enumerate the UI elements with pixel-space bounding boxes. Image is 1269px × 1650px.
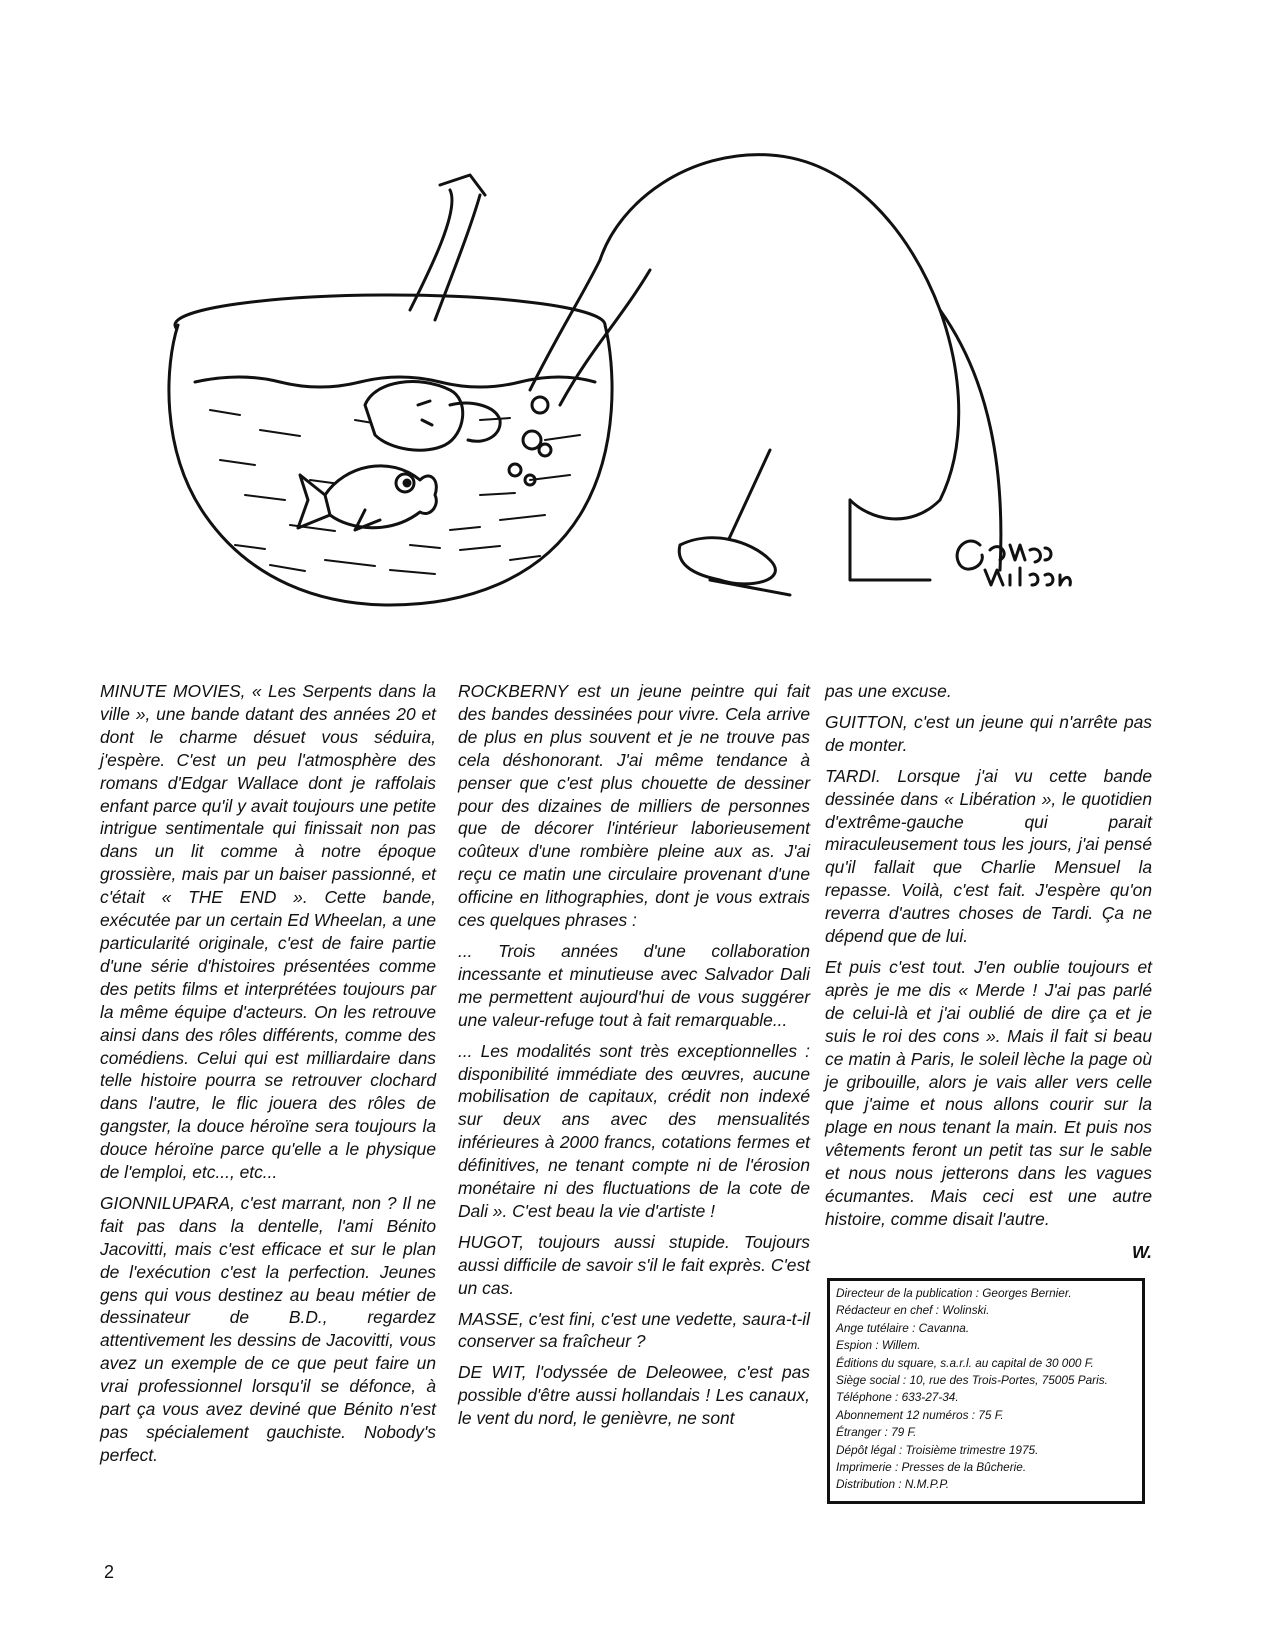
credit-line: Distribution : N.M.P.P.: [836, 1477, 949, 1492]
publication-credits-box: [827, 1278, 1145, 1504]
paragraph: GUITTON, c'est un jeune qui n'arrête pas de monter.: [825, 711, 1152, 755]
credit-line: Siège social : 10, rue des Trois-Portes, 75005 Paris.: [836, 1373, 1108, 1388]
credit-line: Ange tutélaire : Cavanna.: [836, 1320, 970, 1335]
page-number: 2: [104, 1562, 115, 1582]
paragraph: DE WIT, l'odyssée de Deleowee, c'est pas possible d'être aussi hollandais ! Les canaux, le vent du nord, le genièvre, ne sont: [458, 1362, 810, 1429]
paragraph: ... Les modalités sont très exceptionnelles : disponibilité immédiate des œuvres, aucune mobilisation de capitaux, crédit non indexé sur deux ans avec des mensualités inférieures à 2000 francs, cotations fermes et définitives, ne tenant compte ni de l'érosion monétaire ni des fluctuations de la cote de Dali ». C'est beau la vie d'artiste !: [458, 1040, 810, 1221]
author-signoff: W.: [1132, 1241, 1152, 1262]
article-column-1: [100, 680, 436, 1475]
paragraph: MINUTE MOVIES, « Les Serpents dans la ville », une bande datant des années 20 et dont le charme désuet vous séduira, j'espère. C'est un peu l'atmosphère des romans d'Edgar Wallace dont je raffolais enfant parce qu'il y avait toujours une petite intrigue sentimentale qui finissait non pas dans un lit comme à notre époque grossière, mais par un baiser passionné, et c'était « THE END ». Cette bande, exécutée par un certain Ed Wheelan, a une particularité originale, c'est de faire partie d'une série d'histoires présentées comme des petits films et interprétées toujours par la même équipe d'acteurs. On les retrouve ainsi dans des rôles différents, comme des comédiens. Celui qui est milliardaire dans telle histoire pourra se retrouver clochard dans l'autre, le flic jouera des rôles de gangster, la douce héroïne sera toujours la douce héroïne parce qu'elle a le physique de l'emploi, etc..., etc...: [100, 681, 436, 1183]
paragraph: Et puis c'est tout. J'en oublie toujours et après je me dis « Merde ! J'ai pas parlé de celui-là et j'ai oublié de dire ça et je suis le roi des cons ». Mais il fait si beau ce matin à Paris, le soleil lèche la page où je gribouille, alors je vais aller vers celle que j'aime et nous allons courir sur la plage en nous tenant la main. Et puis nos vêtements feront un petit tas sur le sable et nous nous jetterons dans les vagues écumantes. Mais ceci est une autre histoire, comme disait l'autre.: [825, 956, 1152, 1229]
article-column-2: [458, 680, 810, 1438]
credit-line: Étranger : 79 F.: [836, 1425, 917, 1440]
paragraph: ROCKBERNY est un jeune peintre qui fait des bandes dessinées pour vivre. Cela arrive de plus en plus souvent et je ne trouve pas cela déshonorant. J'ai même tendance à penser que c'est plus chouette de dessiner pour des dizaines de milliers de personnes que de décorer l'intérieur laborieusement coûteux d'une rombière pleine aux as. J'ai reçu ce matin une circulaire provenant d'une officine en lithographies, dont je vous extrais ces quelques phrases :: [458, 681, 810, 931]
article-column-3: [825, 680, 1152, 1272]
credit-line: Téléphone : 633-27-34.: [836, 1390, 959, 1405]
credit-line: Directeur de la publication : Georges Bernier.: [836, 1286, 1072, 1300]
paragraph: HUGOT, toujours aussi stupide. Toujours aussi difficile de savoir s'il le fait exprès. C'est un cas.: [458, 1231, 810, 1298]
credit-line: Dépôt légal : Troisième trimestre 1975.: [836, 1442, 1039, 1457]
credit-line: Imprimerie : Presses de la Bûcherie.: [836, 1460, 1027, 1475]
credit-line: Éditions du square, s.a.r.l. au capital de 30 000 F.: [836, 1355, 1094, 1370]
paragraph: pas une excuse.: [825, 681, 952, 701]
credit-line: Abonnement 12 numéros : 75 F.: [836, 1407, 1004, 1422]
paragraph: MASSE, c'est fini, c'est une vedette, saura-t-il conserver sa fraîcheur ?: [458, 1308, 810, 1352]
paragraph: TARDI. Lorsque j'ai vu cette bande dessinée dans « Libération », le quotidien d'extrême-gauche qui parait miraculeusement tous les jours, j'ai pensé qu'il fallait que Charlie Mensuel la repasse. Voilà, c'est fait. J'espère qu'on reverra d'autres choses de Tardi. Ça ne dépend que de lui.: [825, 765, 1152, 947]
paragraph: ... Trois années d'une collaboration incessante et minutieuse avec Salvador Dali me permettent aujourd'hui de vous suggérer une valeur-refuge tout à fait remarquable...: [458, 940, 810, 1030]
credit-line: Rédacteur en chef : Wolinski.: [836, 1303, 990, 1318]
paragraph: GIONNILUPARA, c'est marrant, non ? Il ne fait pas dans la dentelle, l'ami Bénito Jacovitti, mais c'est efficace et sur le plan de l'exécution c'est la perfection. Jeunes gens qui vous destinez au beau métier de dessinateur de B.D., regardez attentivement les dessins de Jacovitti, vous avez un exemple de ce que peut faire un vrai professionnel lorsqu'il se défonce, à part ça vous avez deviné que Bénito n'est pas spécialement gauchiste. Nobody's perfect.: [100, 1192, 436, 1465]
cartoon-illustration: [150, 150, 1140, 650]
credit-line: Espion : Willem.: [836, 1338, 921, 1353]
